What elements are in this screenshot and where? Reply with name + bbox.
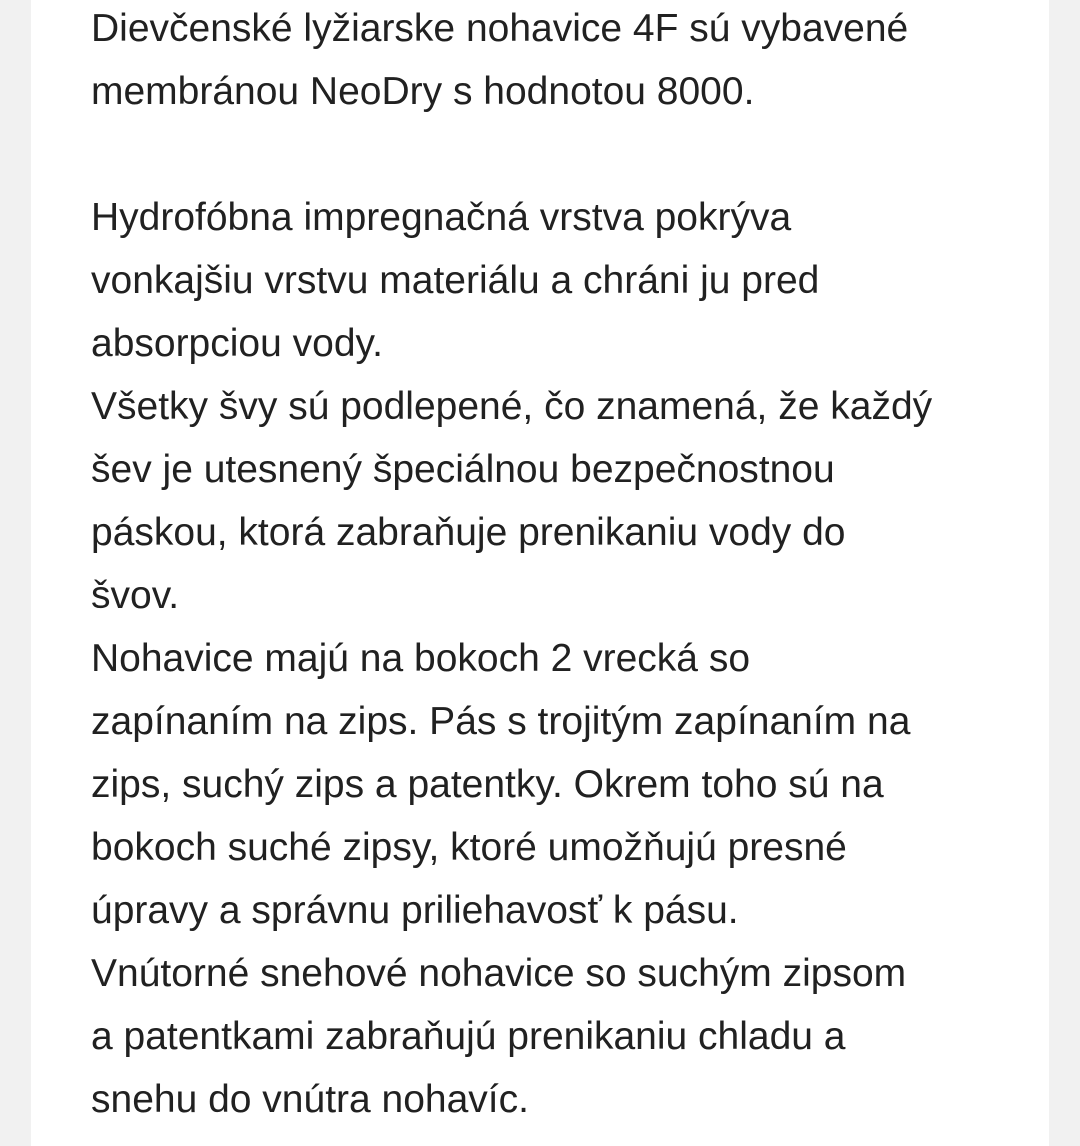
description-line: švov. — [91, 574, 180, 617]
description-line: zapínaním na zips. Pás s trojitým zapínaním na — [91, 700, 911, 743]
description-line: vonkajšiu vrstvu materiálu a chráni ju pred — [91, 259, 820, 302]
description-line: bokoch suché zipsy, ktoré umožňujú presné — [91, 826, 847, 869]
description-line: membránou NeoDry s hodnotou 8000. — [91, 70, 755, 113]
description-line: úpravy a správnu priliehavosť k pásu. — [91, 889, 739, 932]
description-line: snehu do vnútra nohavíc. — [91, 1078, 529, 1121]
description-line: absorpciou vody. — [91, 322, 383, 365]
description-card — [31, 0, 1049, 1146]
description-line: zips, suchý zips a patentky. Okrem toho sú na — [91, 763, 884, 806]
product-description — [91, 0, 1011, 1131]
description-line: šev je utesnený špeciálnou bezpečnostnou — [91, 448, 835, 491]
description-line: Hydrofóbna impregnačná vrstva pokrýva — [91, 196, 792, 239]
description-line: páskou, ktorá zabraňuje prenikaniu vody do — [91, 511, 846, 554]
description-line: a patentkami zabraňujú prenikaniu chladu a — [91, 1015, 846, 1058]
description-line: Nohavice majú na bokoch 2 vrecká so — [91, 637, 751, 680]
paragraph-break — [91, 123, 1011, 186]
description-line: Vnútorné snehové nohavice so suchým zipsom — [91, 952, 907, 995]
description-line: Dievčenské lyžiarske nohavice 4F sú vybavené — [91, 7, 909, 50]
description-line: Všetky švy sú podlepené, čo znamená, že každý — [91, 385, 933, 428]
